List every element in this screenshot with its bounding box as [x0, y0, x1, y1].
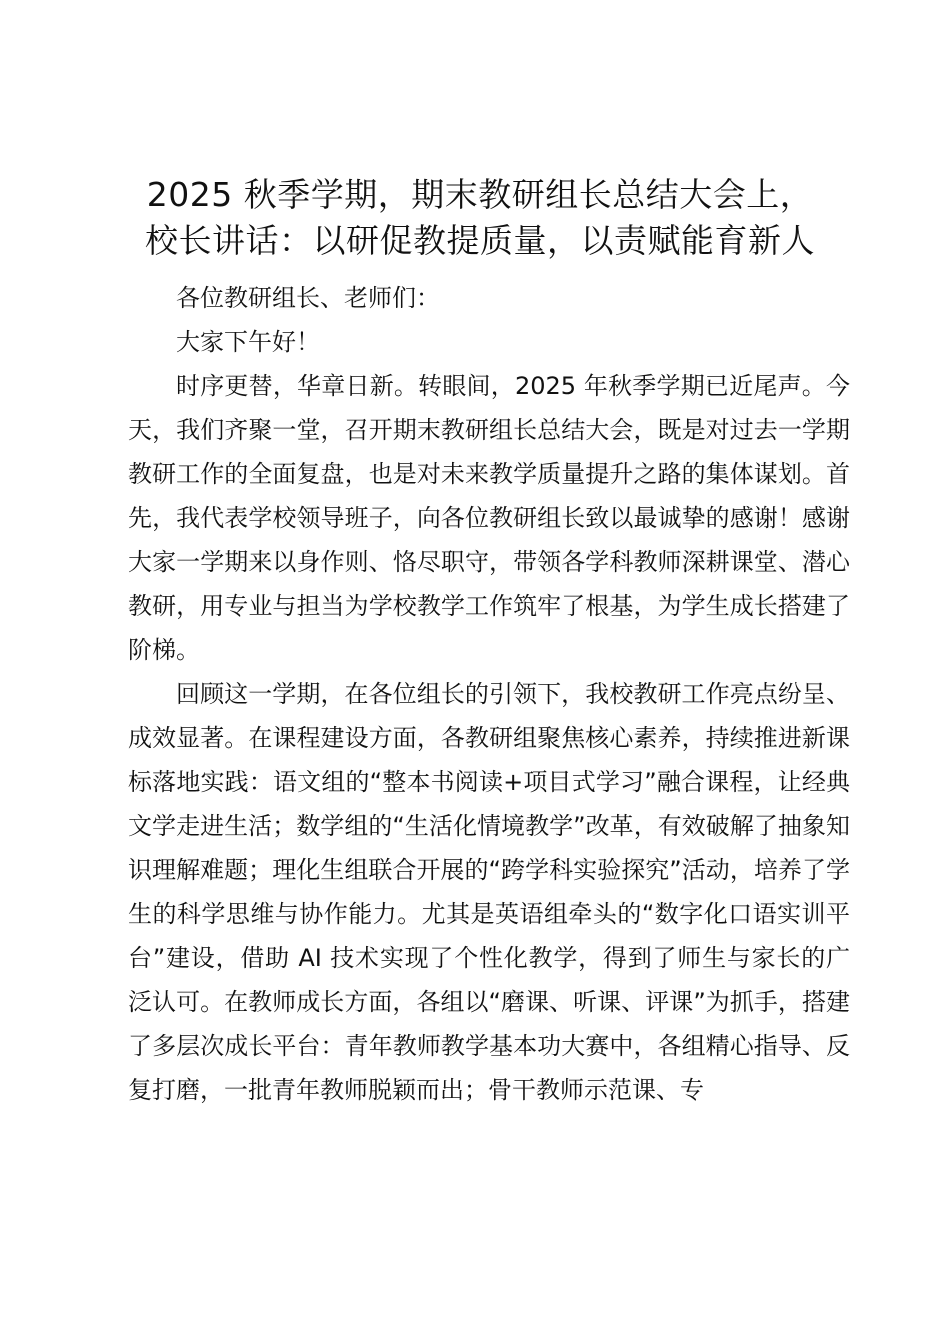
salutation: 各位教研组长、老师们：: [176, 284, 440, 312]
document-title: [100, 172, 860, 264]
title-line-1: 2025 秋季学期，期末教研组长总结大会上，: [146, 175, 814, 214]
paragraph-review: 回顾这一学期，在各位组长的引领下，我校教研工作亮点纷呈、成效显著。在课程建设方面，各教研组聚焦核心素养，持续推进新课标落地实践：语文组的“整本书阅读+项目式学习”融合课程，让经典文学走进生活；数学组的“生活化情境教学”改革，有效破解了抽象知识理解难题；理化生组联合开展的“跨学科实验探究”活动，培养了学生的科学思维与协作能力。尤其是英语组牵头的“数字化口语实训平台”建设，借助 AI 技术实现了个性化教学，得到了师生与家长的广泛认可。在教师成长方面，各组以“磨课、听课、评课”为抓手，搭建了多层次成长平台：青年教师教学基本功大赛中，各组精心指导、反复打磨，一批青年教师脱颖而出；骨干教师示范课、专: [128, 680, 850, 1104]
document-body: [128, 276, 850, 1112]
paragraph-opening: 时序更替，华章日新。转眼间，2025 年秋季学期已近尾声。今天，我们齐聚一堂，召开期末教研组长总结大会，既是对过去一学期教研工作的全面复盘，也是对未来教学质量提升之路的集体谋划。首先，我代表学校领导班子，向各位教研组长致以最诚挚的感谢！感谢大家一学期来以身作则、恪尽职守，带领各学科教师深耕课堂、潜心教研，用专业与担当为学校教学工作筑牢了根基，为学生成长搭建了阶梯。: [128, 372, 850, 664]
title-line-2: 校长讲话：以研促教提质量，以责赋能育新人: [145, 221, 815, 260]
greeting: 大家下午好！: [176, 328, 320, 356]
